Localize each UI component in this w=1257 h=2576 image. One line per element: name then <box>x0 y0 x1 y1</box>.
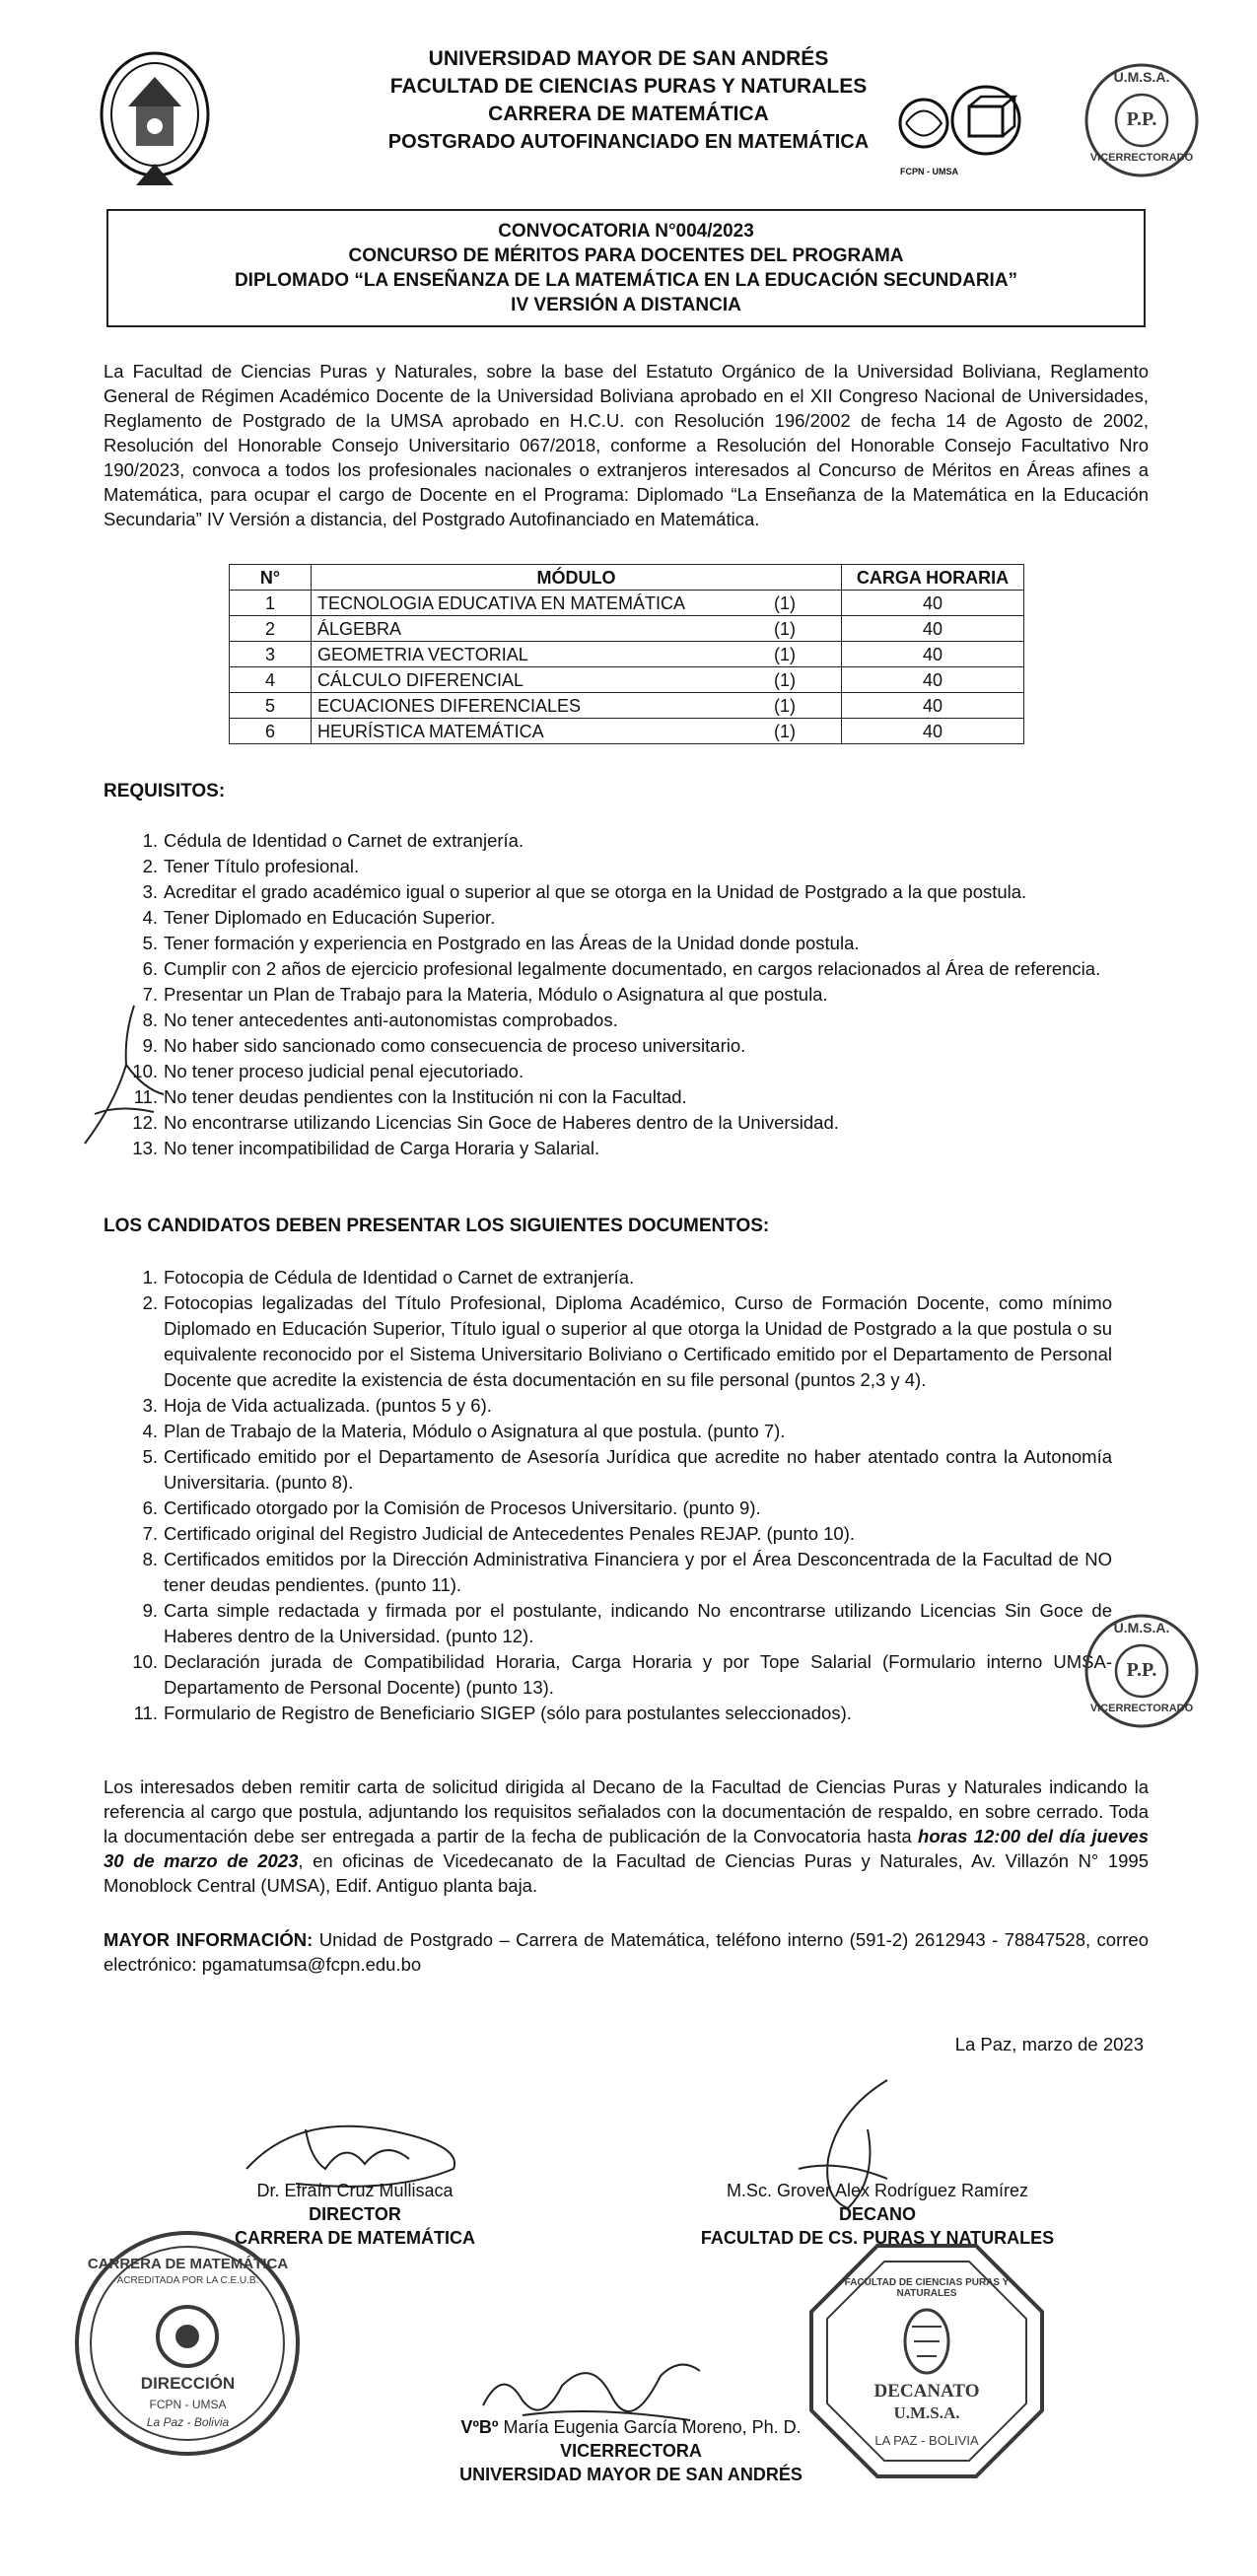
item-number: 1. <box>142 1267 158 1288</box>
list-item <box>126 956 1132 982</box>
list-item <box>126 1649 1112 1701</box>
list-item <box>126 1521 1112 1547</box>
module-note: (1) <box>774 669 796 690</box>
module-note: (1) <box>774 644 796 664</box>
module-note: (1) <box>774 592 796 613</box>
item-number: 7. <box>142 984 158 1005</box>
item-number: 12. <box>132 1112 158 1133</box>
list-item <box>126 1084 1132 1110</box>
row-module <box>312 642 842 667</box>
convocatoria-version: IV VERSIÓN A DISTANCIA <box>511 295 741 315</box>
table-row <box>230 693 1024 719</box>
direccion-sub: FCPN - UMSA <box>149 2398 227 2411</box>
item-text: No tener proceso judicial penal ejecutoriado. <box>164 1061 524 1081</box>
list-item <box>126 1136 1132 1161</box>
row-module <box>312 591 842 616</box>
item-number: 13. <box>132 1138 158 1158</box>
row-number: 2 <box>230 616 312 642</box>
item-number: 5. <box>142 1446 158 1467</box>
item-text: No tener antecedentes anti-autonomistas comprobados. <box>164 1010 618 1030</box>
vicerrectora-name: María Eugenia García Moreno, Ph. D. <box>503 2417 802 2437</box>
info-text: Unidad de Postgrado – Carrera de Matemática, teléfono interno (591-2) 2612943 - 78847528, correo electrónico: <box>104 1929 1149 1975</box>
contact-email[interactable]: pgamatumsa@fcpn.edu.bo <box>201 1954 422 1975</box>
module-name: ÁLGEBRA <box>317 618 402 639</box>
decano-name: M.Sc. Grover Alex Rodríguez Ramírez <box>726 2181 1029 2200</box>
item-text: Tener Título profesional. <box>164 856 360 876</box>
closing-text-a: Los interesados deben remitir carta de solicitud dirigida al Decano de la Facultad de Ciencias Puras y Naturales indicando la referencia al cargo que postula, adjuntando los requisitos señalados con la documentación de respaldo, en sobre cerrado. Toda la documentación debe ser entregada a partir de la fecha de publicación de la Convocatoria hasta <box>104 1776 1149 1846</box>
item-number: 5. <box>142 933 158 953</box>
list-item <box>126 1701 1112 1726</box>
requisitos-title: REQUISITOS: <box>104 781 226 801</box>
item-number: 7. <box>142 1523 158 1544</box>
vobo-prefix: VºBº <box>460 2417 499 2437</box>
item-number: 1. <box>142 830 158 851</box>
deadline-text: horas 12:00 del día jueves 30 de marzo de 2023 <box>104 1826 1149 1871</box>
item-text: Tener formación y experiencia en Postgrado en las Áreas de la Unidad donde postula. <box>164 933 860 953</box>
header-hours: CARGA HORARIA <box>842 565 1024 591</box>
director-name: Dr. Efraín Cruz Mullisaca <box>256 2181 454 2200</box>
table-header-row <box>230 565 1024 591</box>
row-hours: 40 <box>842 616 1024 642</box>
table-row <box>230 642 1024 667</box>
item-text: Acreditar el grado académico igual o superior al que se otorga en la Unidad de Postgrado a la que postula. <box>164 881 1027 902</box>
row-module <box>312 616 842 642</box>
intro-paragraph: La Facultad de Ciencias Puras y Naturales, sobre la base del Estatuto Orgánico de la Universidad Boliviana, Reglamento General de Régimen Académico Docente de la Universidad Boliviana aprobado en el XII Congreso Nacional de Universidades, Reglamento de Postgrado de la UMSA aprobado en H.C.U. con Resolución 196/2002 de fecha 14 de Agosto de 2002, Resolución del Honorable Consejo Universitario 067/2018, conforme a Resolución del Honorable Consejo Facultativo Nro 190/2023, convoca a todos los profesionales nacionales o extranjeros interesados al Concurso de Méritos en Áreas afines a Matemática, para ocupar el cargo de Docente en el Programa: Diplomado “La Enseñanza de la Matemática en la Educación Secundaria” IV Versión a distancia, del Postgrado Autofinanciado en Matemática. <box>104 361 1149 529</box>
module-note: (1) <box>774 695 796 716</box>
stamp-mid-bottom-label: VICERRECTORADO <box>1089 1703 1194 1714</box>
module-note: (1) <box>774 721 796 741</box>
list-item <box>126 1393 1112 1419</box>
list-item <box>126 931 1132 956</box>
item-number: 6. <box>142 958 158 979</box>
vicerrectora-unit: UNIVERSIDAD MAYOR DE SAN ANDRÉS <box>459 2465 803 2484</box>
module-name: GEOMETRIA VECTORIAL <box>317 644 528 664</box>
row-hours: 40 <box>842 642 1024 667</box>
header-faculty: FACULTAD DE CIENCIAS PURAS Y NATURALES <box>389 75 868 98</box>
info-label: MAYOR INFORMACIÓN: <box>104 1929 314 1950</box>
convocatoria-number: CONVOCATORIA N°004/2023 <box>498 221 754 242</box>
row-hours: 40 <box>842 693 1024 719</box>
row-hours: 40 <box>842 591 1024 616</box>
item-text: No tener deudas pendientes con la Institución ni con la Facultad. <box>164 1086 687 1107</box>
item-number: 9. <box>142 1600 158 1621</box>
stamp-mid-top-label: U.M.S.A. <box>1113 1620 1170 1636</box>
header-module: MÓDULO <box>312 565 842 591</box>
director-role: DIRECTOR <box>309 2204 401 2224</box>
header-postgrado: POSTGRADO AUTOFINANCIADO EN MATEMÁTICA <box>387 131 870 153</box>
list-item <box>126 1496 1112 1521</box>
list-item <box>126 1598 1112 1649</box>
list-item <box>126 1265 1112 1290</box>
item-number: 11. <box>133 1703 158 1723</box>
list-item <box>126 982 1132 1008</box>
vicerrectora-role: VICERRECTORA <box>560 2441 702 2461</box>
decanato-sub: U.M.S.A. <box>893 2403 960 2422</box>
module-name: ECUACIONES DIFERENCIALES <box>317 695 582 716</box>
closing-paragraph <box>104 1775 1149 1898</box>
stamp-mid-center-label: P.P. <box>1126 1659 1157 1681</box>
item-text: Certificado emitido por el Departamento de Asesoría Jurídica que acredite no haber atentado contra la Autonomía Universitaria. (punto 8). <box>164 1446 1112 1493</box>
stamp-center-label: P.P. <box>1126 108 1157 130</box>
vicerrectorado-stamp-mid <box>1082 1612 1201 1730</box>
header-career: CARRERA DE MATEMÁTICA <box>488 103 769 125</box>
list-item <box>126 1290 1112 1393</box>
postgrado-logo <box>892 79 1040 176</box>
item-text: Hoja de Vida actualizada. (puntos 5 y 6). <box>164 1395 492 1416</box>
item-text: Certificados emitidos por la Dirección Administrativa Financiera y por el Área Desconcentrada de la Facultad de NO tener deudas pendientes. (punto 11). <box>164 1549 1112 1595</box>
row-number: 5 <box>230 693 312 719</box>
signature-vicerrectora <box>375 2415 887 2486</box>
table-row <box>230 719 1024 744</box>
modules-table <box>229 564 1024 744</box>
item-text: Fotocopia de Cédula de Identidad o Carnet de extranjería. <box>164 1267 635 1288</box>
table-row <box>230 616 1024 642</box>
info-paragraph <box>104 1927 1149 1977</box>
direccion-ring-top: CARRERA DE MATEMÁTICA <box>87 2256 289 2272</box>
item-text: Declaración jurada de Compatibilidad Horaria, Carga Horaria y por Tope Salarial (Formulario interno UMSA-Departamento de Personal Docente) (punto 13). <box>164 1651 1112 1698</box>
list-item <box>126 1059 1132 1084</box>
row-hours: 40 <box>842 719 1024 744</box>
module-name: TECNOLOGIA EDUCATIVA EN MATEMÁTICA <box>317 592 686 613</box>
item-number: 8. <box>142 1549 158 1569</box>
direccion-ring-inner: ACREDITADA POR LA C.E.U.B. <box>116 2275 259 2286</box>
item-number: 11. <box>133 1086 158 1107</box>
documentos-list <box>126 1265 1112 1726</box>
closing-text-b: , en oficinas de Vicedecanato de la Facultad de Ciencias Puras y Naturales, Av. Villazón N° 1995 Monoblock Central (UMSA), Edif. Antiguo planta baja. <box>104 1850 1149 1896</box>
item-number: 4. <box>142 907 158 928</box>
item-text: No haber sido sancionado como consecuencia de proceso universitario. <box>164 1035 746 1056</box>
list-item <box>126 905 1132 931</box>
item-number: 4. <box>142 1421 158 1441</box>
header-university: UNIVERSIDAD MAYOR DE SAN ANDRÉS <box>428 47 829 70</box>
list-item <box>126 1008 1132 1033</box>
row-module <box>312 719 842 744</box>
handwritten-mark <box>65 996 174 1153</box>
decanato-bottom: LA PAZ - BOLIVIA <box>874 2433 979 2448</box>
postgrado-logo-caption: FCPN - UMSA <box>900 167 958 176</box>
item-text: Cédula de Identidad o Carnet de extranjería. <box>164 830 524 851</box>
list-item <box>126 1110 1132 1136</box>
table-row <box>230 591 1024 616</box>
row-number: 6 <box>230 719 312 744</box>
decanato-ring-top: FACULTAD DE CIENCIAS PURAS Y NATURALES <box>844 2277 1010 2299</box>
item-number: 6. <box>142 1497 158 1518</box>
direccion-bottom: La Paz - Bolivia <box>146 2415 230 2429</box>
convocatoria-program: DIPLOMADO “LA ENSEÑANZA DE LA MATEMÁTICA EN LA EDUCACIÓN SECUNDARIA” <box>234 270 1018 291</box>
item-number: 9. <box>142 1035 158 1056</box>
item-number: 8. <box>142 1010 158 1030</box>
list-item <box>126 854 1132 879</box>
row-number: 1 <box>230 591 312 616</box>
vicerrectorado-stamp-top <box>1082 61 1201 179</box>
list-item <box>126 1419 1112 1444</box>
item-text: Presentar un Plan de Trabajo para la Materia, Módulo o Asignatura al que postula. <box>164 984 828 1005</box>
table-row <box>230 667 1024 693</box>
list-item <box>126 1033 1132 1059</box>
row-module <box>312 667 842 693</box>
stamp-top-label: U.M.S.A. <box>1113 69 1170 85</box>
decano-role: DECANO <box>838 2204 916 2224</box>
item-number: 2. <box>142 856 158 876</box>
item-text: Formulario de Registro de Beneficiario SIGEP (sólo para postulantes seleccionados). <box>164 1703 852 1723</box>
decanato-center: DECANATO <box>873 2381 980 2402</box>
item-text: Tener Diplomado en Educación Superior. <box>164 907 496 928</box>
item-number: 2. <box>142 1292 158 1313</box>
item-text: No encontrarse utilizando Licencias Sin Goce de Haberes dentro de la Universidad. <box>164 1112 839 1133</box>
direccion-stamp <box>67 2228 309 2460</box>
module-note: (1) <box>774 618 796 639</box>
item-text: Fotocopias legalizadas del Título Profesional, Diploma Académico, Curso de Formación Docente, como mínimo Diplomado en Educación Superior, Título igual o superior al que otorga la Unidad de Postgrado a la que postula o su equivalente reconocido por el Sistema Universitario Boliviano o Certificado emitido por el Departamento de Personal Docente que acredite la existencia de ésta documentación en su file personal (puntos 2,3 y 4). <box>164 1292 1112 1390</box>
item-text: Certificado original del Registro Judicial de Antecedentes Penales REJAP. (punto 10). <box>164 1523 856 1544</box>
list-item <box>126 1444 1112 1496</box>
item-text: Carta simple redactada y firmada por el postulante, indicando No encontrarse utilizando Licencias Sin Goce de Haberes dentro de la Universidad. (punto 12). <box>164 1600 1112 1646</box>
item-text: No tener incompatibilidad de Carga Horaria y Salarial. <box>164 1138 600 1158</box>
director-unit: CARRERA DE MATEMÁTICA <box>235 2228 475 2248</box>
row-hours: 40 <box>842 667 1024 693</box>
item-number: 10. <box>132 1061 158 1081</box>
module-name: CÁLCULO DIFERENCIAL <box>317 669 524 690</box>
item-text: Certificado otorgado por la Comisión de Procesos Universitario. (punto 9). <box>164 1497 761 1518</box>
list-item <box>126 828 1132 854</box>
list-item <box>126 879 1132 905</box>
list-item <box>126 1547 1112 1598</box>
decano-unit: FACULTAD DE CS. PURAS Y NATURALES <box>700 2228 1055 2248</box>
requisitos-list <box>126 828 1132 1161</box>
convocatoria-title: CONCURSO DE MÉRITOS PARA DOCENTES DEL PROGRAMA <box>348 245 904 266</box>
item-number: 3. <box>142 1395 158 1416</box>
item-text: Plan de Trabajo de la Materia, Módulo o Asignatura al que postula. (punto 7). <box>164 1421 786 1441</box>
item-text: Cumplir con 2 años de ejercicio profesional legalmente documentado, en cargos relacionados al Área de referencia. <box>164 958 1101 979</box>
stamp-bottom-label: VICERRECTORADO <box>1089 152 1194 164</box>
item-number: 10. <box>132 1651 158 1672</box>
convocatoria-box <box>106 209 1146 327</box>
row-number: 4 <box>230 667 312 693</box>
module-name: HEURÍSTICA MATEMÁTICA <box>317 721 544 741</box>
documentos-title: LOS CANDIDATOS DEBEN PRESENTAR LOS SIGUIENTES DOCUMENTOS: <box>104 1216 770 1236</box>
item-number: 3. <box>142 881 158 902</box>
header-number: N° <box>230 565 312 591</box>
row-number: 3 <box>230 642 312 667</box>
direccion-center: DIRECCIÓN <box>140 2374 236 2393</box>
document-date: La Paz, marzo de 2023 <box>954 2034 1144 2054</box>
row-module <box>312 693 842 719</box>
